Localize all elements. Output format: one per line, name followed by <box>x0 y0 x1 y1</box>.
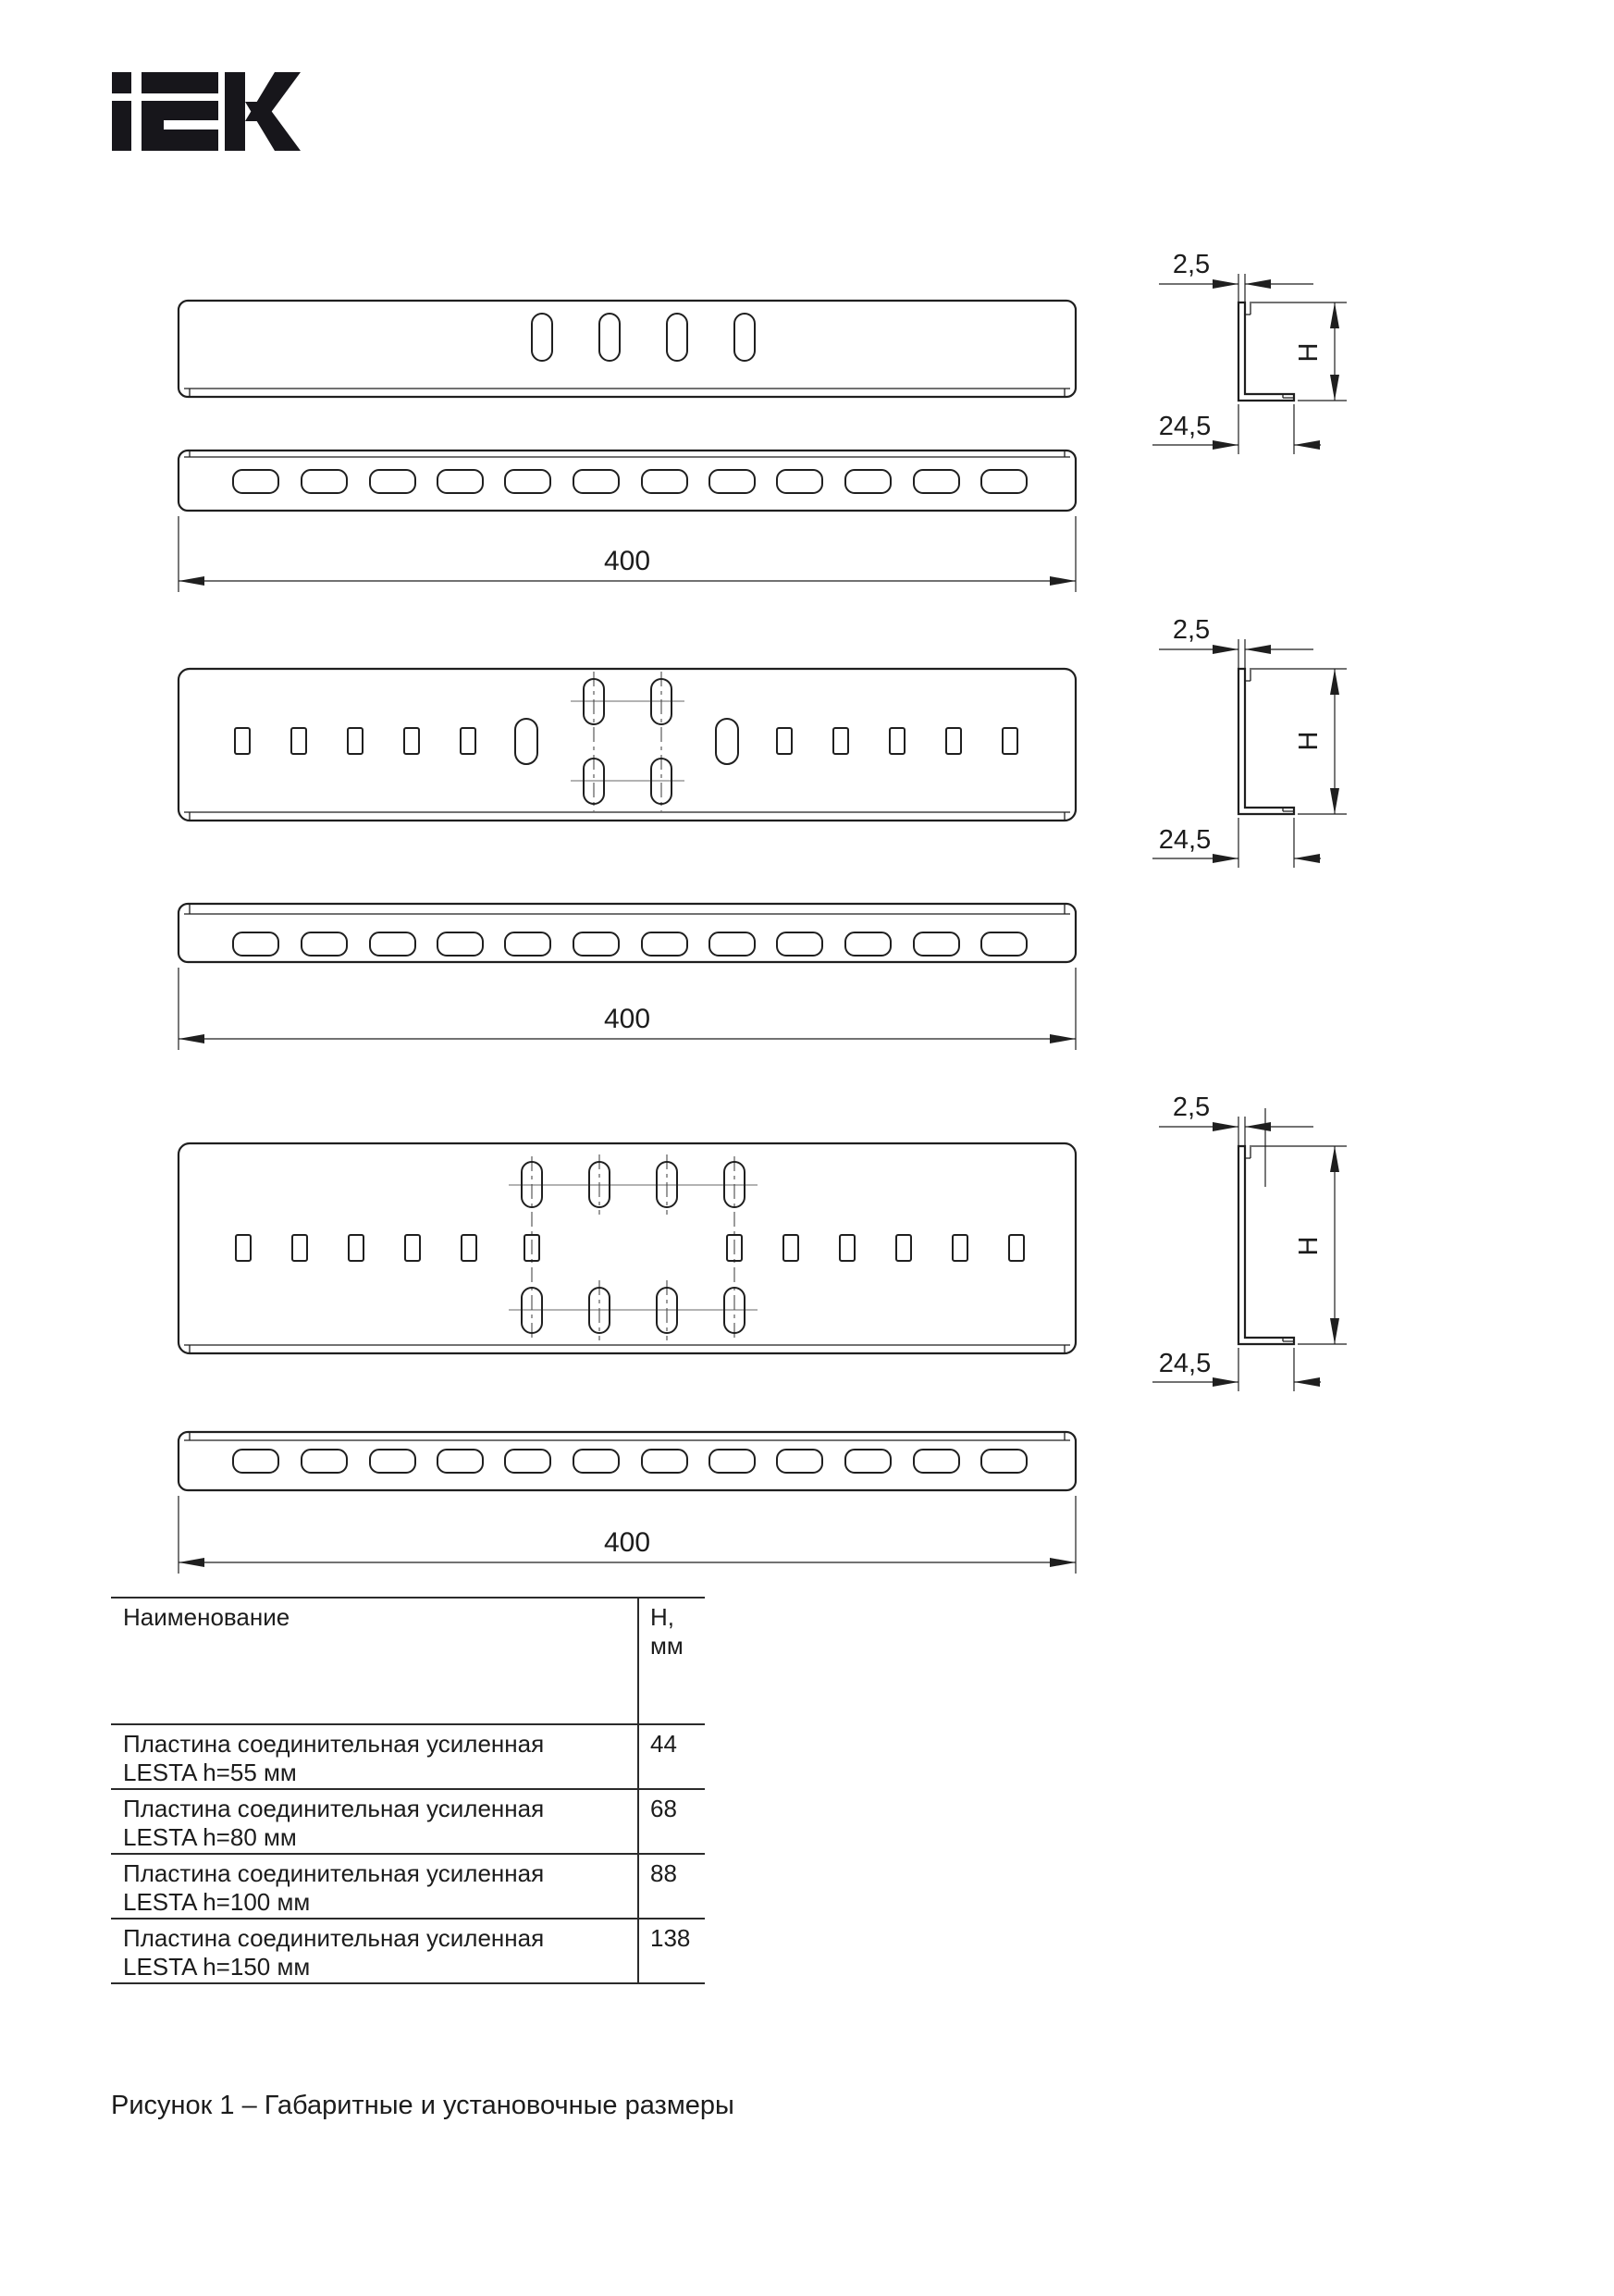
col-header-h-unit: мм <box>650 1632 684 1660</box>
length-dim-label-1: 400 <box>603 546 651 576</box>
logo-i-dot <box>112 72 131 93</box>
table-header-row <box>111 1599 705 1725</box>
drawing-set-1 <box>179 250 1347 592</box>
plate3-top-view <box>179 1143 1076 1353</box>
plate2-center-slots <box>584 679 671 804</box>
figure-caption: Рисунок 1 – Габаритные и установочные размеры <box>111 2091 734 2120</box>
plate3-front-holes <box>233 1450 1027 1473</box>
drawing-set-3 <box>179 1092 1347 1574</box>
plate3-front-view <box>179 1432 1076 1490</box>
h-value: 138 <box>637 1920 705 1982</box>
table-row <box>111 1725 705 1790</box>
drawing-set-2 <box>179 615 1347 1050</box>
h-value: 44 <box>637 1725 705 1788</box>
plate2-top-view <box>179 669 1076 821</box>
col-header-h <box>637 1599 705 1723</box>
h-value: 88 <box>637 1855 705 1918</box>
product-name: Пластина соединительная усиленная <box>123 1924 545 1952</box>
flange-dim-label-1: 24,5 <box>1158 412 1212 441</box>
h-value: 68 <box>637 1790 705 1853</box>
plate1-length-dimension <box>179 516 1076 592</box>
product-variant: LESTA h=55 мм <box>123 1759 297 1786</box>
product-name: Пластина соединительная усиленная <box>123 1795 545 1822</box>
product-variant: LESTA h=80 мм <box>123 1823 297 1851</box>
product-name: Пластина соединительная усиленная <box>123 1730 545 1758</box>
table-row <box>111 1920 705 1984</box>
col-header-h-symbol: H, <box>650 1603 674 1631</box>
height-dim-label-1: H <box>1294 342 1324 363</box>
length-dim-label-2: 400 <box>603 1004 651 1034</box>
table-row <box>111 1855 705 1920</box>
plate3-small-slots <box>236 1235 1024 1261</box>
table-row <box>111 1790 705 1855</box>
length-dim-label-3: 400 <box>603 1527 651 1558</box>
height-dim-label-3: H <box>1294 1236 1324 1256</box>
plate2-side-dimensions <box>1152 615 1347 868</box>
iek-logo <box>112 72 301 151</box>
logo-i-stem <box>112 101 131 151</box>
plate2-oval-slots <box>515 719 738 764</box>
plate3-side-view <box>1238 1146 1294 1344</box>
logo-k-stem <box>225 72 245 151</box>
thickness-dim-label-2: 2,5 <box>1172 615 1211 645</box>
spec-table <box>111 1597 705 1984</box>
plate3-length-dimension <box>179 1496 1076 1574</box>
plate1-front-view <box>179 451 1076 511</box>
plate2-small-slots <box>235 728 1017 754</box>
col-header-name: Наименование <box>123 1603 290 1631</box>
plate3-side-dimensions <box>1152 1092 1347 1391</box>
flange-dim-label-3: 24,5 <box>1158 1349 1212 1378</box>
plate1-top-view <box>179 301 1076 397</box>
thickness-dim-label-3: 2,5 <box>1172 1092 1211 1122</box>
flange-dim-label-2: 24,5 <box>1158 825 1212 855</box>
plate1-side-view <box>1238 302 1294 401</box>
height-dim-label-2: H <box>1294 731 1324 751</box>
plate1-side-dimensions <box>1152 250 1347 454</box>
plate3-center-slots <box>522 1162 745 1333</box>
logo-e-top <box>142 72 218 93</box>
product-name: Пластина соединительная усиленная <box>123 1859 545 1887</box>
plate2-front-holes <box>233 932 1027 956</box>
plate2-front-view <box>179 904 1076 962</box>
thickness-dim-label-1: 2,5 <box>1172 250 1211 279</box>
plate2-side-view <box>1238 669 1294 814</box>
plate1-top-slots <box>532 314 755 361</box>
plate1-front-holes <box>233 470 1027 493</box>
plate2-length-dimension <box>179 968 1076 1050</box>
product-variant: LESTA h=150 мм <box>123 1953 311 1981</box>
logo-e-body <box>142 101 218 151</box>
product-variant: LESTA h=100 мм <box>123 1888 311 1916</box>
